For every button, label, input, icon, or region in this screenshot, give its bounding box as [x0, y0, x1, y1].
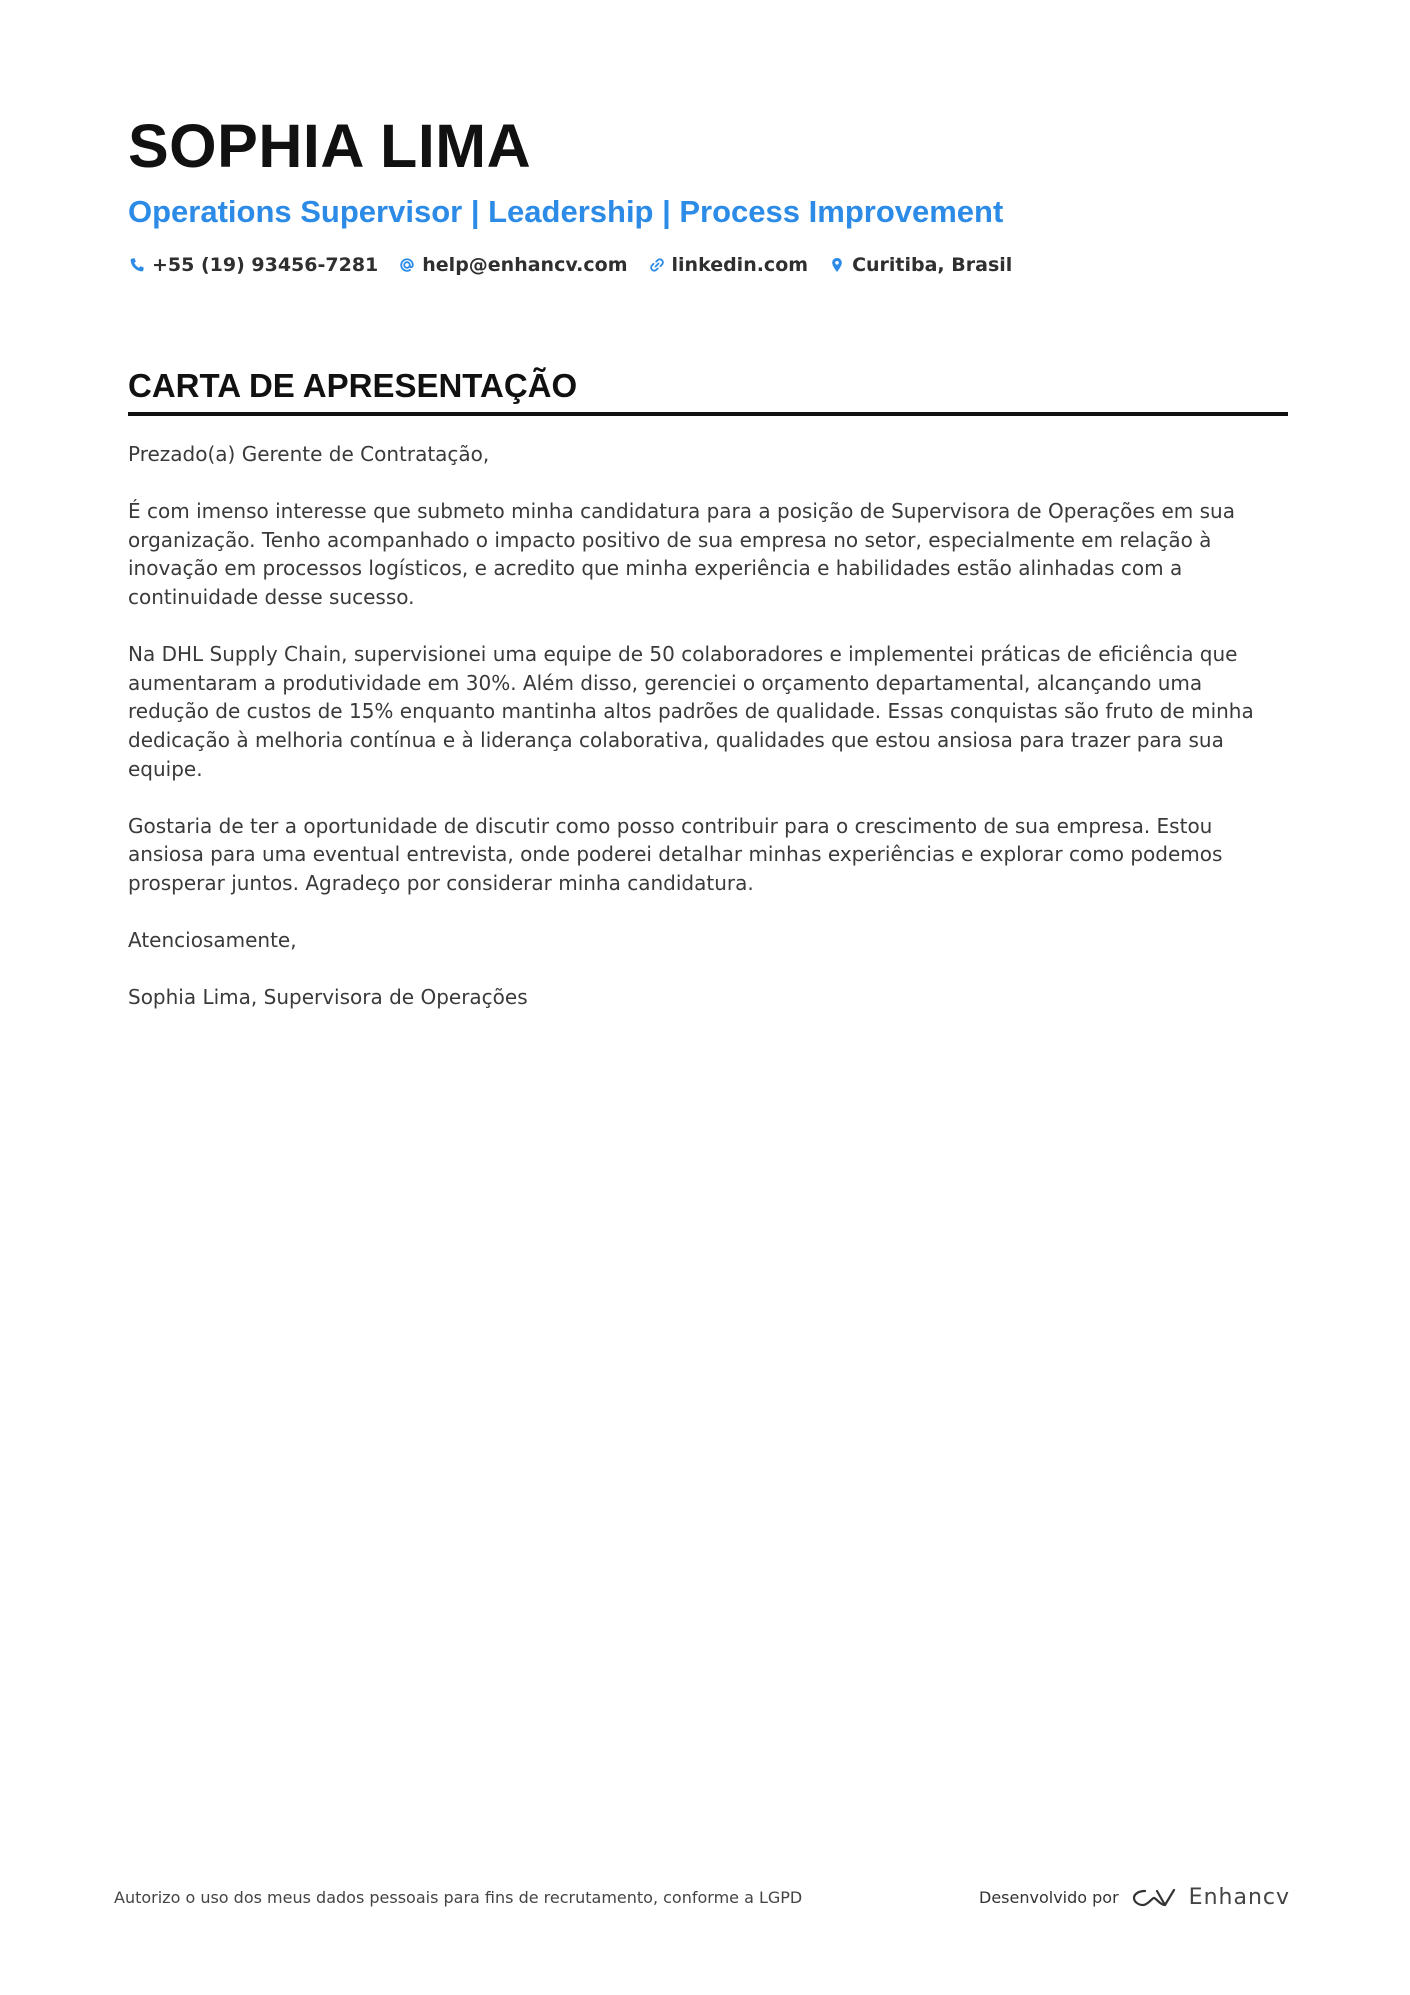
footer — [114, 1885, 1290, 1910]
phone-icon — [128, 256, 146, 274]
section-title: CARTA DE APRESENTAÇÃO — [128, 367, 578, 404]
headline: Operations Supervisor | Leadership | Process Improvement — [128, 194, 1004, 229]
contact-location — [828, 254, 1012, 276]
phone-number[interactable]: +55 (19) 93456-7281 — [152, 254, 379, 276]
link-icon — [648, 256, 666, 274]
email-address[interactable]: help@enhancv.com — [422, 254, 628, 276]
section-divider — [128, 412, 1288, 416]
candidate-name: SOPHIA LIMA — [128, 112, 532, 180]
header — [128, 108, 1288, 276]
powered-by-label: Desenvolvido por — [979, 1888, 1119, 1907]
enhancv-logo-icon — [1131, 1886, 1177, 1910]
linkedin-link[interactable]: linkedin.com — [671, 254, 809, 276]
contact-phone — [128, 254, 378, 276]
cover-letter-section — [128, 364, 1288, 1040]
powered-by[interactable] — [979, 1885, 1290, 1910]
salutation: Prezado(a) Gerente de Contratação, — [128, 442, 490, 466]
contact-bar — [128, 254, 1288, 276]
location-pin-icon — [828, 256, 846, 274]
location: Curitiba, Brasil — [852, 254, 1013, 276]
brand-name: Enhancv — [1188, 1885, 1290, 1910]
letter-body — [128, 440, 1288, 1012]
consent-note: Autorizo o uso dos meus dados pessoais para fins de recrutamento, conforme a LGPD — [114, 1888, 803, 1907]
contact-linkedin — [648, 254, 809, 276]
letter-paragraph: Gostaria de ter a oportunidade de discutir como posso contribuir para o crescimento de sua empresa. Estou ansiosa para uma eventual entrevista, onde poderei detalhar minhas experiências e explorar como podemos prosperar juntos. Agradeço por considerar minha candidatura. — [128, 813, 1223, 895]
letter-paragraph: Na DHL Supply Chain, supervisionei uma equipe de 50 colaboradores e implementei práticas de eficiência que aumentaram a produtividade em 30%. Além disso, gerenciei o orçamento departamental, alcançando uma redução de custos de 15% enquanto mantinha altos padrões de qualidade. Essas conquistas são fruto de minha dedicação à melhoria contínua e à liderança colaborativa, qualidades que estou ansiosa para trazer para sua equipe. — [128, 642, 1254, 781]
signature: Sophia Lima, Supervisora de Operações — [128, 985, 528, 1010]
at-icon — [398, 256, 416, 274]
contact-email — [398, 254, 627, 276]
letter-paragraph: É com imenso interesse que submeto minha candidatura para a posição de Supervisora de Operações em sua organização. Tenho acompanhado o impacto positivo de sua empresa no setor, especialmente em relação à inovação em processos logísticos, e acredito que minha experiência e habilidades estão alinhadas com a continuidade desse sucesso. — [128, 499, 1235, 609]
closing: Atenciosamente, — [128, 928, 297, 953]
